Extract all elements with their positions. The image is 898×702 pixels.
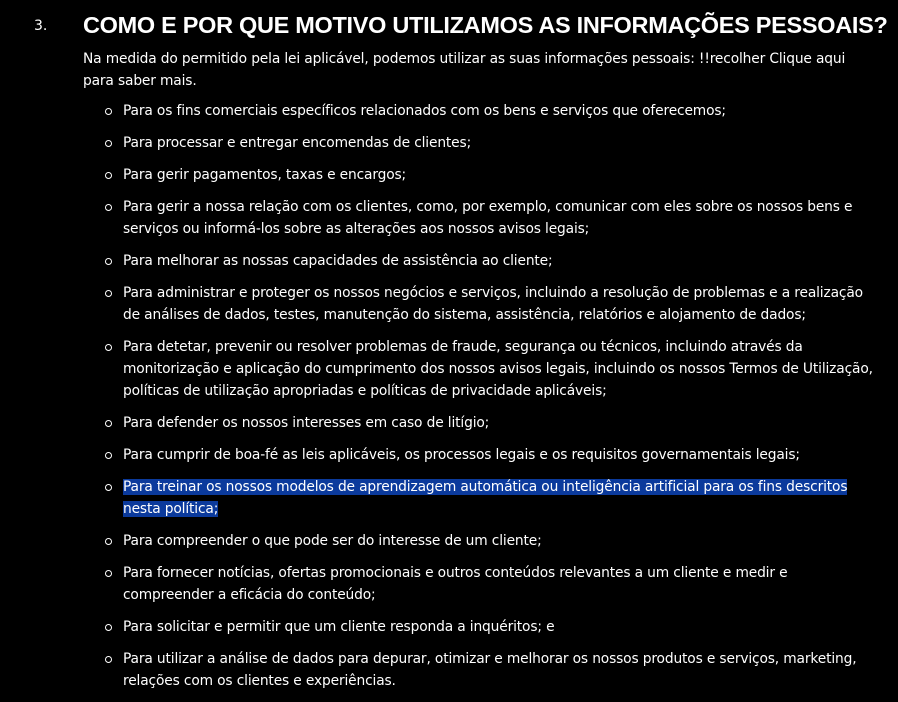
list-item [105, 562, 875, 606]
circle-bullet-icon [105, 452, 112, 459]
list-item-text: Para detetar, prevenir ou resolver problemas de fraude, segurança ou técnicos, incluindo através da monitorização e aplicação do cumprimento dos nossos avisos legais, incluindo os nossos Termos de Utilização, políticas de utilização apropriadas e políticas de privacidade aplicáveis; [123, 339, 873, 399]
list-item-text: Para gerir pagamentos, taxas e encargos; [123, 167, 407, 183]
list-item-text: Para defender os nossos interesses em caso de litígio; [123, 415, 490, 431]
list-item-text: Para cumprir de boa-fé as leis aplicáveis, os processos legais e os requisitos governamentais legais; [123, 447, 800, 463]
circle-bullet-icon [105, 420, 112, 427]
section-intro: Na medida do permitido pela lei aplicável, podemos utilizar as suas informações pessoais: !!recolher Clique aqui para saber mais. [83, 51, 846, 89]
circle-bullet-icon [105, 624, 112, 631]
list-item [105, 444, 875, 466]
circle-bullet-icon [105, 538, 112, 545]
circle-bullet-icon [105, 570, 112, 577]
list-item-text: Para gerir a nossa relação com os clientes, como, por exemplo, comunicar com eles sobre os nossos bens e serviços ou informá-los sobre as alterações aos nossos avisos legais; [123, 199, 853, 237]
list-item [105, 132, 875, 154]
circle-bullet-icon [105, 656, 112, 663]
list-item-text: Para compreender o que pode ser do interesse de um cliente; [123, 533, 542, 549]
circle-bullet-icon [105, 258, 112, 265]
list-item [105, 164, 875, 186]
list-item [105, 100, 875, 122]
list-item-text: Para administrar e proteger os nossos negócios e serviços, incluindo a resolução de problemas e a realização de análises de dados, testes, manutenção do sistema, assistência, relatórios e alojamento de dados; [123, 285, 863, 323]
circle-bullet-icon [105, 204, 112, 211]
list-item [105, 282, 875, 326]
circle-bullet-icon [105, 172, 112, 179]
list-item [105, 648, 875, 692]
section-title: COMO E POR QUE MOTIVO UTILIZAMOS AS INFORMAÇÕES PESSOAIS? [83, 12, 888, 38]
list-item-text: Para melhorar as nossas capacidades de assistência ao cliente; [123, 253, 553, 269]
circle-bullet-icon [105, 140, 112, 147]
list-item-text: Para utilizar a análise de dados para depurar, otimizar e melhorar os nossos produtos e serviços, marketing, relações com os clientes e experiências. [123, 651, 857, 689]
list-item [105, 196, 875, 240]
list-item [105, 616, 875, 638]
circle-bullet-icon [105, 484, 112, 491]
purpose-list [105, 100, 875, 702]
list-item-text: Para fornecer notícias, ofertas promocionais e outros conteúdos relevantes a um cliente e medir e compreender a eficácia do conteúdo; [123, 565, 788, 603]
circle-bullet-icon [105, 108, 112, 115]
list-item [105, 476, 875, 520]
section-number: 3. [34, 18, 48, 34]
list-item [105, 412, 875, 434]
list-item-text-selected: Para treinar os nossos modelos de aprendizagem automática ou inteligência artificial para os fins descritos nesta política; [123, 479, 848, 517]
circle-bullet-icon [105, 344, 112, 351]
list-item [105, 530, 875, 552]
circle-bullet-icon [105, 290, 112, 297]
list-item [105, 250, 875, 272]
list-item-text: Para os fins comerciais específicos relacionados com os bens e serviços que oferecemos; [123, 103, 726, 119]
list-item-text: Para solicitar e permitir que um cliente responda a inquéritos; e [123, 619, 555, 635]
list-item [105, 336, 875, 402]
list-item-text: Para processar e entregar encomendas de clientes; [123, 135, 472, 151]
